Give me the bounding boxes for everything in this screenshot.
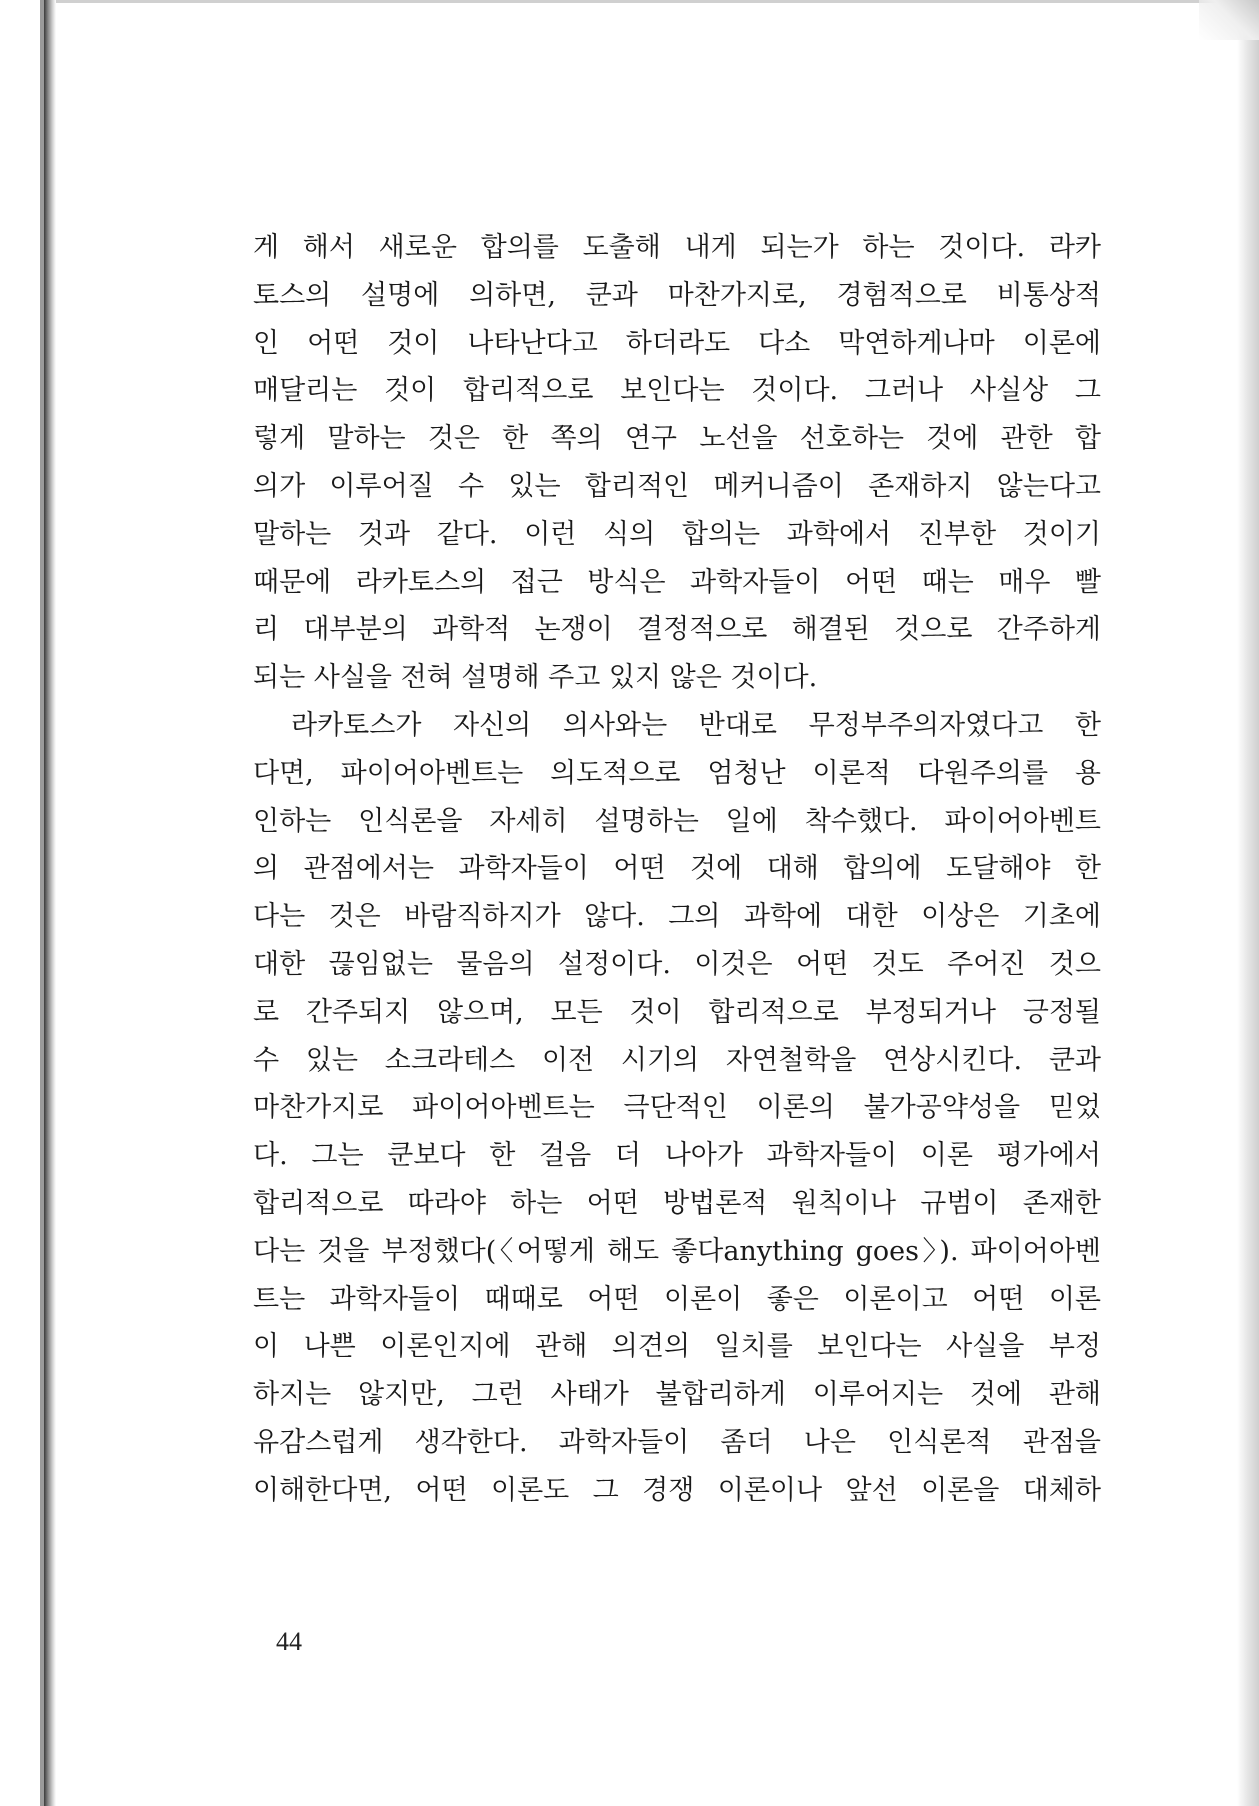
- text-line: 다면, 파이어아벤트는 의도적으로 엄청난 이론적 다원주의를 용: [253, 757, 1101, 789]
- text-line: 다. 그는 쿤보다 한 걸음 더 나아가 과학자들이 이론 평가에서: [253, 1140, 1101, 1172]
- page-number: 44: [276, 1627, 302, 1656]
- text-line: 로 간주되지 않으며, 모든 것이 합리적으로 부정되거나 긍정될: [253, 996, 1101, 1028]
- text-line: 다는 것을 부정했다(〈어떻게 해도 좋다anything goes〉). 파이어아벤: [253, 1235, 1101, 1267]
- text-line: 합리적으로 따라야 하는 어떤 방법론적 원칙이나 규범이 존재한: [253, 1187, 1101, 1219]
- body-text: [253, 224, 1101, 1515]
- text-line: 말하는 것과 같다. 이런 식의 합의는 과학에서 진부한 것이기: [253, 518, 1101, 550]
- text-line: 이 나쁜 이론인지에 관해 의견의 일치를 보인다는 사실을 부정: [253, 1331, 1101, 1363]
- text-line: 의 관점에서는 과학자들이 어떤 것에 대해 합의에 도달해야 한: [253, 853, 1101, 885]
- text-line: 리 대부분의 과학적 논쟁이 결정적으로 해결된 것으로 간주하게: [253, 614, 1101, 646]
- text-line: 수 있는 소크라테스 이전 시기의 자연철학을 연상시킨다. 쿤과: [253, 1044, 1101, 1076]
- text-line: 게 해서 새로운 합의를 도출해 내게 되는가 하는 것이다. 라카: [253, 232, 1101, 263]
- text-line: 의가 이루어질 수 있는 합리적인 메커니즘이 존재하지 않는다고: [253, 470, 1101, 502]
- text-line: 때문에 라카토스의 접근 방식은 과학자들이 어떤 때는 매우 빨: [253, 566, 1101, 598]
- text-line: 대한 끊임없는 물음의 설정이다. 이것은 어떤 것도 주어진 것으: [253, 948, 1101, 980]
- text-line: 하지는 않지만, 그런 사태가 불합리하게 이루어지는 것에 관해: [253, 1379, 1101, 1411]
- text-line: 이해한다면, 어떤 이론도 그 경쟁 이론이나 앞선 이론을 대체하: [253, 1474, 1101, 1506]
- text-line: 렇게 말하는 것은 한 쪽의 연구 노선을 선호하는 것에 관한 합: [253, 423, 1101, 455]
- text-line: 매달리는 것이 합리적으로 보인다는 것이다. 그러나 사실상 그: [253, 375, 1101, 407]
- text-line: 인 어떤 것이 나타난다고 하더라도 다소 막연하게나마 이론에: [253, 327, 1101, 359]
- text-line: 다는 것은 바람직하지가 않다. 그의 과학에 대한 이상은 기초에: [253, 901, 1101, 933]
- page-corner-shadow: [1199, 0, 1259, 40]
- text-line: 인하는 인식론을 자세히 설명하는 일에 착수했다. 파이어아벤트: [253, 805, 1101, 837]
- text-line: 되는 사실을 전혀 설명해 주고 있지 않은 것이다.: [253, 662, 818, 694]
- text-line: 유감스럽게 생각한다. 과학자들이 좀더 나은 인식론적 관점을: [253, 1426, 1101, 1458]
- paragraph-start-line: 라카토스가 자신의 의사와는 반대로 무정부주의자였다고 한: [291, 709, 1101, 741]
- book-spine-shadow: [44, 0, 56, 1806]
- text-line: 마찬가지로 파이어아벤트는 극단적인 이론의 불가공약성을 믿었: [253, 1092, 1101, 1124]
- page-right-edge: [1237, 0, 1259, 1806]
- text-line: 트는 과학자들이 때때로 어떤 이론이 좋은 이론이고 어떤 이론: [253, 1283, 1101, 1315]
- text-line: 토스의 설명에 의하면, 쿤과 마찬가지로, 경험적으로 비통상적: [253, 279, 1101, 311]
